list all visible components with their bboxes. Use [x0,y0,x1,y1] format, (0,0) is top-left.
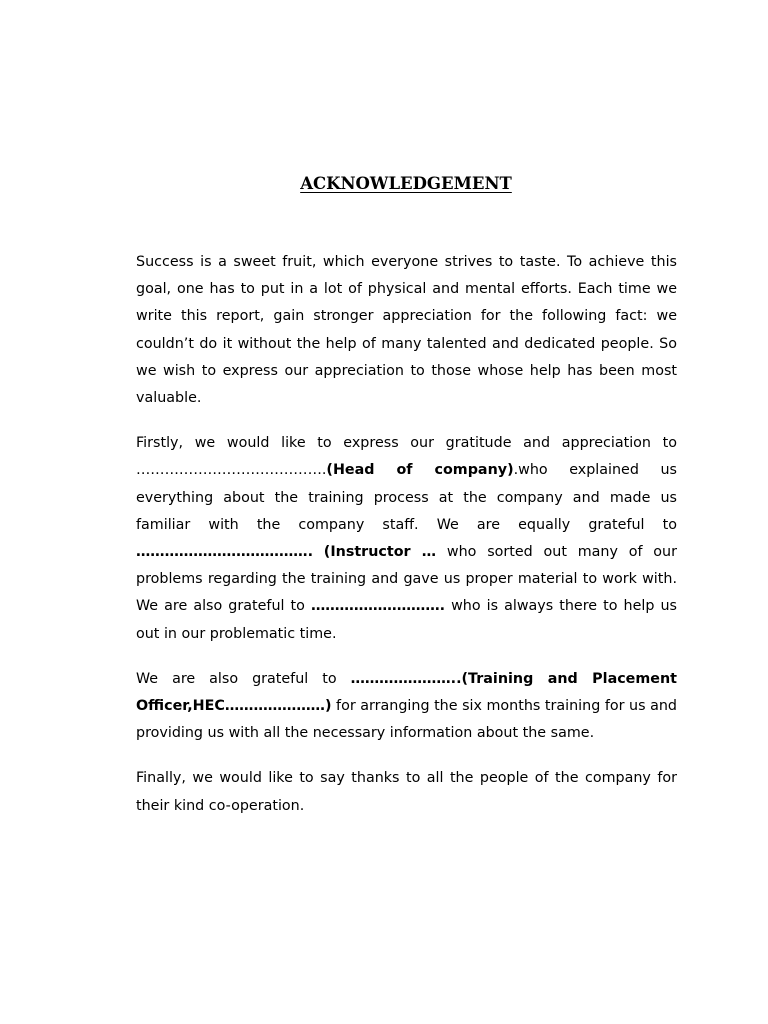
paragraph-text: We are also grateful to [136,670,351,687]
paragraph-gratitude [136,430,677,648]
paragraph-text: who sorted out many of our problems regarding the training and gave us proper material to work with. We are also grateful to [136,544,677,615]
instructor-label: (Instructor … [323,544,437,561]
document-body [136,249,677,838]
instructor-placeholder: ………………………………. [136,544,313,561]
third-person-placeholder: ………………………. [310,598,446,615]
paragraph-text: who is always there to help us out in our problematic time. [136,598,678,642]
placeholder-dots: …………………………………. [136,462,327,479]
paragraph-text: Finally, we would like to say thanks to all the people of the company for their kind co-operation. [136,770,677,814]
page-title: ACKNOWLEDGEMENT [300,174,512,193]
head-of-company-label: (Head of company) [326,462,514,479]
head-placeholder [136,462,514,478]
paragraph-success [136,249,677,412]
paragraph-finally [136,765,677,819]
paragraph-text: .who explained us everything about the training process at the company and made us familiar with the company staff. We are equally grateful to [136,462,677,533]
paragraph-text: for arranging the six months training for us and providing us with all the necessary information about the same. [136,698,677,742]
placement-officer-label: …………………..(Training and Placement Officer,HEC…………………) [136,670,677,715]
paragraph-text: Firstly, we would like to express our gratitude and appreciation to [136,435,677,452]
paragraph-placement [136,666,677,748]
paragraph-text: Success is a sweet fruit, which everyone strives to taste. To achieve this goal, one has to put in a lot of physical and mental efforts. Each time we write this report, gain stronger appreciation for the following fact: we couldn’t do it without the help of many talented and dedicated people. So we wish to express our appreciation to those whose help has been most valuable. [136,254,677,407]
